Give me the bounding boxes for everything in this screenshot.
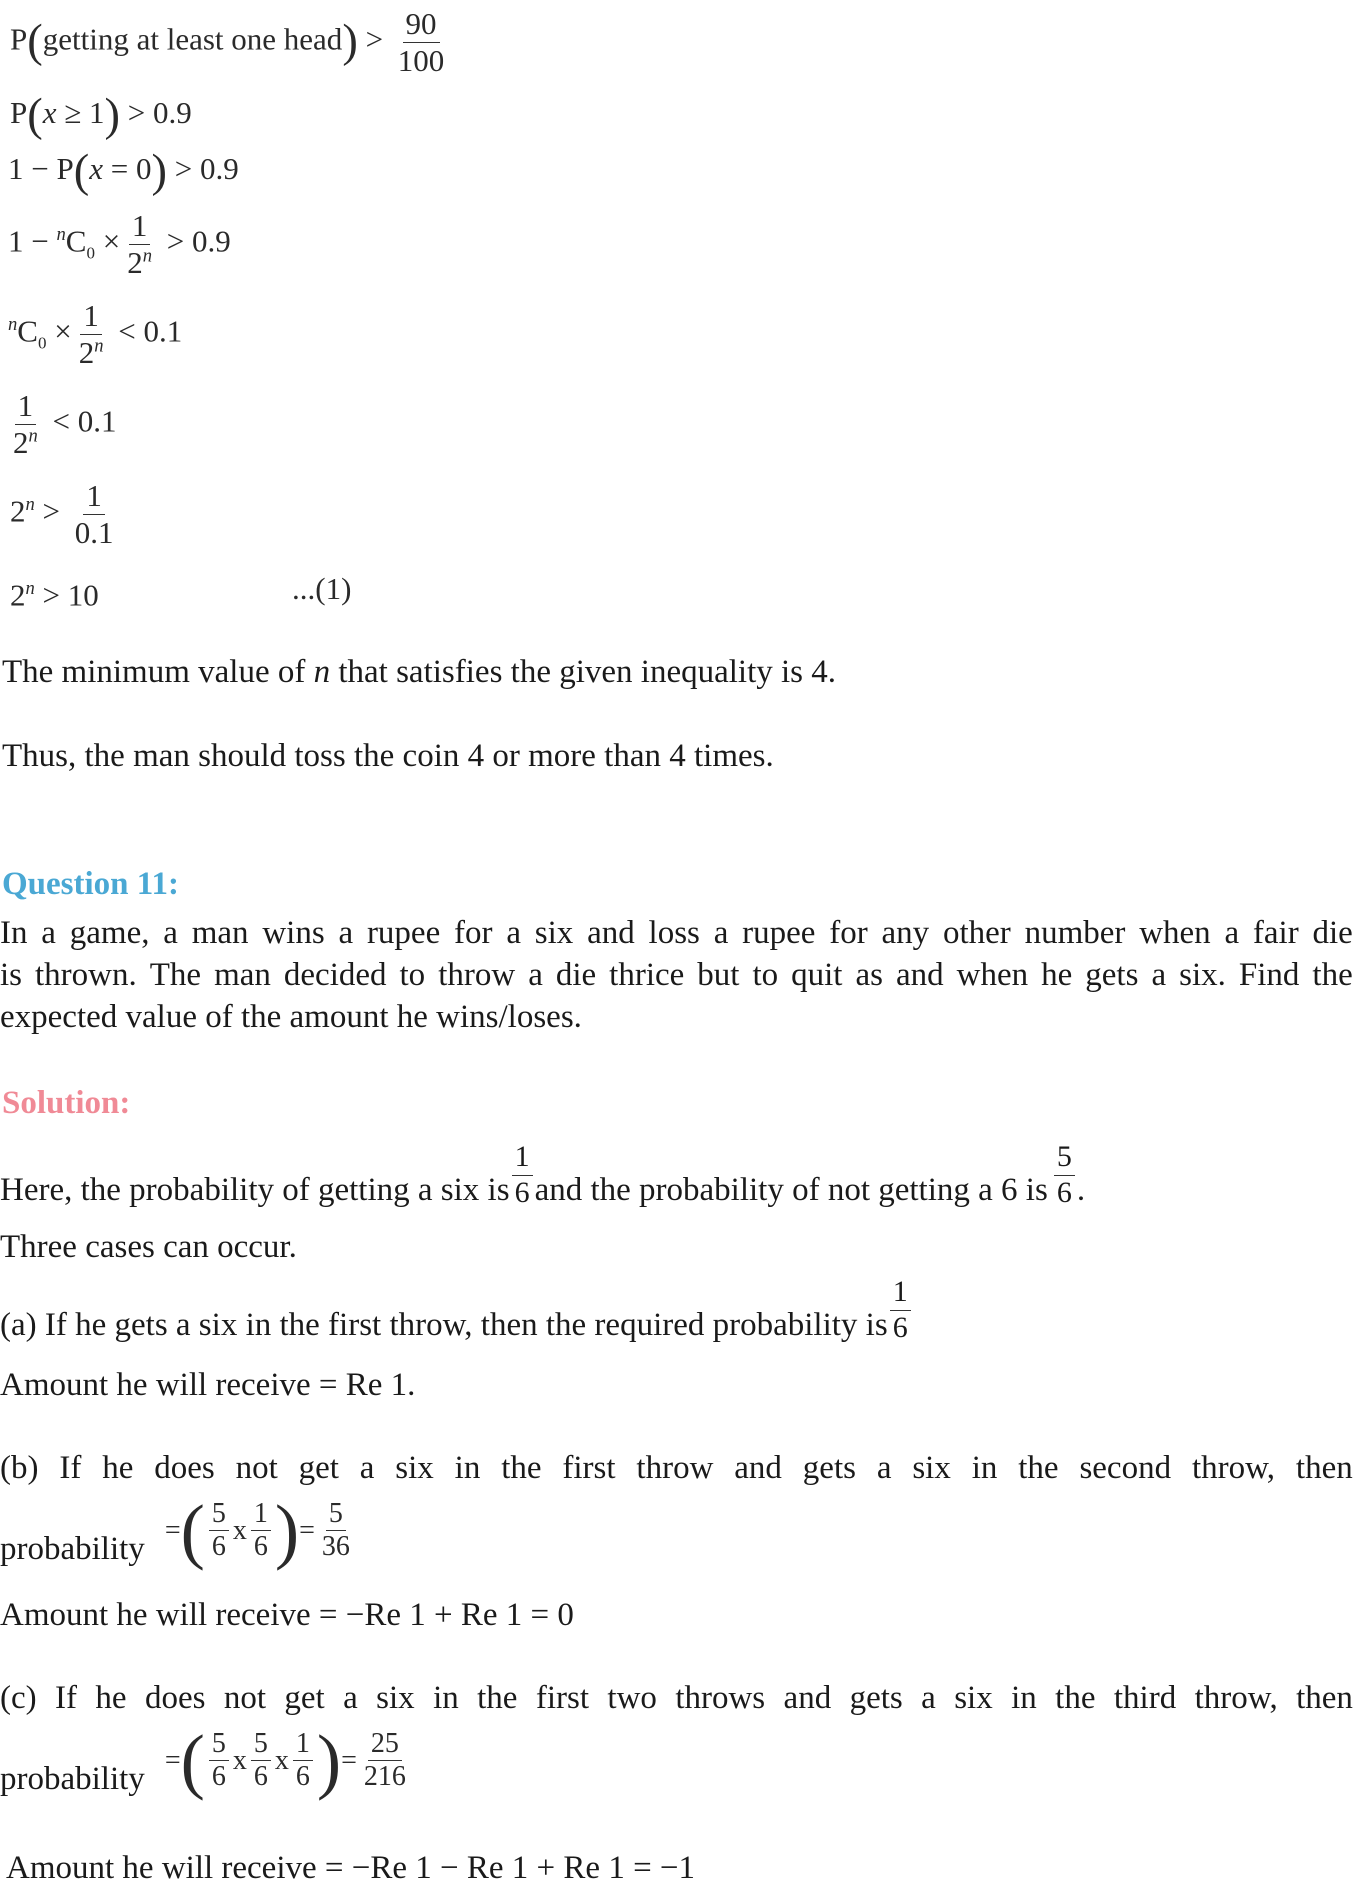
times-sign: x xyxy=(232,1514,247,1546)
numerator: 90 xyxy=(403,6,440,43)
numerator: 1 xyxy=(293,1728,313,1761)
denominator: 6 xyxy=(253,1761,268,1793)
case-a-text xyxy=(0,1275,913,1345)
word: is xyxy=(0,957,23,993)
combination-symbol: C xyxy=(17,313,38,349)
minimum-value-text xyxy=(2,652,836,692)
word: then xyxy=(1295,1450,1353,1486)
fraction-1-over-2n xyxy=(10,388,41,460)
equals-sign: = xyxy=(299,1514,315,1546)
question-line-3: expected value of the amount he wins/loses. xyxy=(0,999,582,1035)
solution-heading: Solution: xyxy=(2,1085,131,1121)
paren-open: ( xyxy=(180,1719,205,1801)
case-b-text xyxy=(0,1448,1353,1488)
text-part: that satisfies the given inequality is 4. xyxy=(330,654,837,690)
word: In xyxy=(0,915,28,951)
word: thrice xyxy=(609,957,685,993)
denominator: 6 xyxy=(253,1531,268,1563)
word: gets xyxy=(849,1680,903,1716)
word: six. xyxy=(1179,957,1226,993)
denominator: 6 xyxy=(211,1761,226,1793)
paren-open: ( xyxy=(180,1489,205,1571)
word: to xyxy=(752,957,779,993)
word: throw xyxy=(438,957,516,993)
word: the xyxy=(1018,1450,1059,1486)
denominator: 6 xyxy=(295,1761,310,1793)
numerator: 5 xyxy=(326,1498,346,1531)
word: first xyxy=(535,1680,590,1716)
numerator: 1 xyxy=(129,208,151,245)
question-line-1 xyxy=(0,913,1353,953)
word: wins xyxy=(262,915,325,951)
word: not xyxy=(223,1680,267,1716)
word: six xyxy=(534,915,574,951)
word: (c) xyxy=(0,1680,37,1716)
combination-symbol: C xyxy=(65,223,87,259)
paren-close: ) xyxy=(151,145,167,197)
word: a xyxy=(1224,915,1240,951)
fraction-25-216 xyxy=(361,1728,409,1793)
base: 2 xyxy=(10,493,26,529)
event-text: getting at least one head xyxy=(42,21,343,57)
word: for xyxy=(454,915,493,951)
word: get xyxy=(284,1680,325,1716)
period: . xyxy=(1076,1172,1086,1208)
word: die xyxy=(555,957,597,993)
word: six xyxy=(376,1680,415,1716)
fraction-1-6 xyxy=(512,1140,533,1210)
word: he xyxy=(95,1680,127,1716)
equation-line-7 xyxy=(10,478,121,550)
word: the xyxy=(1312,957,1353,993)
fraction-5-36 xyxy=(319,1498,353,1563)
denominator: 216 xyxy=(363,1761,406,1793)
word: man xyxy=(191,915,249,951)
subscript-0: 0 xyxy=(86,243,95,263)
case-b-amount: Amount he will receive = −Re 1 + Re 1 = 0 xyxy=(0,1597,574,1633)
solution-intro xyxy=(0,1140,1085,1210)
word: a xyxy=(1151,957,1167,993)
exponent: n xyxy=(94,335,104,357)
numerator: 1 xyxy=(83,478,105,515)
word: first xyxy=(562,1450,616,1486)
rhs: > 0.9 xyxy=(166,223,231,259)
word: and xyxy=(783,1680,832,1716)
base: 2 xyxy=(78,334,95,370)
fraction-1-6 xyxy=(251,1498,271,1563)
fraction-5-6 xyxy=(209,1728,229,1793)
equation-line-4 xyxy=(8,208,231,280)
word: then xyxy=(1296,1680,1353,1716)
probability-expression xyxy=(164,1489,357,1571)
word: gets xyxy=(802,1450,856,1486)
prob-symbol: P xyxy=(10,21,28,57)
paren-close: ) xyxy=(104,89,121,141)
base: 2 xyxy=(127,244,143,280)
word: in xyxy=(454,1450,481,1486)
word: in xyxy=(1011,1680,1037,1716)
word: game, xyxy=(69,915,150,951)
word: a xyxy=(41,915,56,951)
numerator: 1 xyxy=(890,1275,911,1311)
word: a xyxy=(338,915,354,951)
exponent: n xyxy=(142,245,153,267)
word: as xyxy=(855,957,883,993)
equals-sign: = xyxy=(164,1514,181,1546)
word: loss xyxy=(648,915,700,951)
word: six xyxy=(954,1680,993,1716)
fraction-5-6 xyxy=(209,1498,229,1563)
word: a xyxy=(713,915,729,951)
numerator: 1 xyxy=(80,298,102,335)
probability-label: probability xyxy=(0,1761,145,1798)
fraction-5-6 xyxy=(1054,1140,1075,1210)
word: throw xyxy=(636,1450,714,1486)
value: 0 xyxy=(135,151,152,186)
word: rupee xyxy=(742,915,816,951)
prefix: 1 − xyxy=(8,223,49,259)
word: thrown. xyxy=(35,957,137,993)
word: a xyxy=(528,957,543,993)
relation: ≥ xyxy=(64,95,82,130)
paren-close: ) xyxy=(274,1489,300,1571)
cases-intro: Three cases can occur. xyxy=(0,1229,297,1265)
word: fair xyxy=(1252,915,1299,951)
word: in xyxy=(433,1680,459,1716)
fraction-1-over-0-1 xyxy=(72,478,117,550)
numerator: 1 xyxy=(251,1498,271,1531)
word: for xyxy=(829,915,868,951)
times-sign: × xyxy=(102,223,121,259)
word: two xyxy=(607,1680,657,1716)
word: does xyxy=(154,1450,215,1486)
exponent: n xyxy=(25,493,35,515)
text-part: The minimum value of xyxy=(2,654,314,690)
times-sign: x xyxy=(232,1744,247,1776)
rhs: < 0.1 xyxy=(52,403,117,439)
word: the xyxy=(1055,1680,1096,1716)
word: six xyxy=(395,1450,434,1486)
word: does xyxy=(144,1680,206,1716)
equals-sign: = xyxy=(164,1744,181,1776)
question-heading: Question 11: xyxy=(2,866,179,902)
relation: = xyxy=(110,151,129,186)
fraction-1-over-2n xyxy=(76,298,107,370)
superscript-n: n xyxy=(56,223,66,245)
equation-line-2 xyxy=(10,89,192,141)
rhs: > 0.9 xyxy=(174,151,239,186)
fraction-1-6 xyxy=(293,1728,313,1793)
fraction-1-6 xyxy=(890,1275,911,1345)
word: a xyxy=(343,1680,358,1716)
text-part: and the probability of not getting a 6 is xyxy=(534,1172,1048,1208)
word: but xyxy=(697,957,740,993)
word: and xyxy=(587,915,635,951)
paren-close: ) xyxy=(342,16,358,68)
word: any xyxy=(881,915,930,951)
word: six xyxy=(912,1450,951,1486)
denominator xyxy=(124,245,155,281)
equation-reference xyxy=(292,570,351,608)
variable: x xyxy=(89,151,103,186)
base: 2 xyxy=(13,424,29,460)
denominator: 6 xyxy=(514,1175,530,1209)
value: 1 xyxy=(89,95,105,130)
equals-sign: = xyxy=(341,1744,357,1776)
word: (b) xyxy=(0,1450,39,1486)
word: throw, xyxy=(1194,1680,1278,1716)
word: when xyxy=(1139,915,1211,951)
denominator xyxy=(10,425,41,461)
denominator: 36 xyxy=(321,1531,350,1563)
word: the xyxy=(477,1680,518,1716)
paren-open: ( xyxy=(27,89,43,141)
rhs: < 0.1 xyxy=(118,313,183,349)
numerator: 1 xyxy=(512,1140,533,1176)
word: not xyxy=(235,1450,278,1486)
word: second xyxy=(1079,1450,1172,1486)
final-conclusion-text: Thus, the man should toss the coin 4 or more than 4 times. xyxy=(2,738,774,774)
operator: > xyxy=(42,493,61,529)
word: third xyxy=(1113,1680,1177,1716)
word: get xyxy=(298,1450,339,1486)
equation-line-3 xyxy=(8,145,239,197)
prefix: 1 − P xyxy=(8,151,74,186)
reference-label: ...(1) xyxy=(292,571,352,606)
numerator: 5 xyxy=(209,1498,229,1531)
word: to xyxy=(399,957,426,993)
fraction-1-over-2n xyxy=(124,208,155,280)
numerator: 5 xyxy=(251,1728,271,1761)
superscript-n: n xyxy=(8,313,18,335)
times-sign: × xyxy=(54,313,72,349)
denominator: 6 xyxy=(892,1310,908,1344)
numerator: 1 xyxy=(15,388,37,425)
question-line-2 xyxy=(0,955,1353,995)
denominator: 6 xyxy=(211,1531,226,1563)
equation-line-6 xyxy=(6,388,117,460)
equation-line-5 xyxy=(8,298,182,370)
case-a-amount: Amount he will receive = Re 1. xyxy=(0,1367,416,1403)
paren-close: ) xyxy=(316,1719,342,1801)
word: die xyxy=(1312,915,1353,951)
word: throws xyxy=(675,1680,766,1716)
word: Find xyxy=(1238,957,1300,993)
word: If xyxy=(59,1450,82,1486)
times-sign: x xyxy=(274,1744,289,1776)
case-c-amount: Amount he will receive = −Re 1 − Re 1 + Re 1 = −1 xyxy=(6,1850,696,1886)
case-c-probability xyxy=(0,1719,413,1801)
variable: x xyxy=(42,95,57,130)
numerator: 5 xyxy=(209,1728,229,1761)
word: decided xyxy=(283,957,387,993)
word: when xyxy=(956,957,1029,993)
numerator: 5 xyxy=(1054,1140,1075,1176)
word: a xyxy=(921,1680,936,1716)
word: a xyxy=(359,1450,375,1486)
prob-symbol: P xyxy=(10,95,28,130)
paren-open: ( xyxy=(27,16,43,68)
word: If xyxy=(55,1680,78,1716)
word: a xyxy=(506,915,521,951)
word: he xyxy=(1041,957,1073,993)
word: and xyxy=(895,957,944,993)
word: the xyxy=(501,1450,542,1486)
exponent: n xyxy=(25,578,35,599)
word: and xyxy=(734,1450,782,1486)
equation-line-8 xyxy=(10,570,99,614)
rhs: > 0.9 xyxy=(127,95,192,130)
word: a xyxy=(876,1450,892,1486)
word: gets xyxy=(1085,957,1139,993)
probability-label: probability xyxy=(0,1531,145,1568)
word: he xyxy=(102,1450,134,1486)
word: a xyxy=(163,915,178,951)
word: number xyxy=(1024,915,1126,951)
case-c-text xyxy=(0,1678,1353,1718)
variable-n: n xyxy=(313,654,331,690)
operator: > xyxy=(365,21,384,57)
word: quit xyxy=(791,957,843,993)
base: 2 xyxy=(10,577,26,613)
word: other xyxy=(942,915,1011,951)
fraction-90-100 xyxy=(395,6,448,78)
numerator: 25 xyxy=(368,1728,402,1761)
word: rupee xyxy=(366,915,441,951)
word: The xyxy=(149,957,202,993)
rhs: > 10 xyxy=(42,577,99,613)
text-part: Here, the probability of getting a six is xyxy=(0,1172,510,1208)
equation-line-1 xyxy=(10,6,451,78)
denominator: 0.1 xyxy=(74,514,114,550)
word: man xyxy=(214,957,271,993)
fraction-5-6 xyxy=(251,1728,271,1793)
paren-open: ( xyxy=(73,145,90,197)
subscript-0: 0 xyxy=(37,333,47,353)
text-part: (a) If he gets a six in the first throw, then the required probability is xyxy=(0,1307,888,1343)
denominator xyxy=(76,335,107,371)
word: in xyxy=(971,1450,998,1486)
denominator: 6 xyxy=(1056,1175,1072,1209)
case-b-probability xyxy=(0,1489,357,1571)
denominator: 100 xyxy=(397,42,445,78)
probability-expression xyxy=(164,1719,413,1801)
word: throw, xyxy=(1191,1450,1276,1486)
exponent: n xyxy=(28,425,38,447)
